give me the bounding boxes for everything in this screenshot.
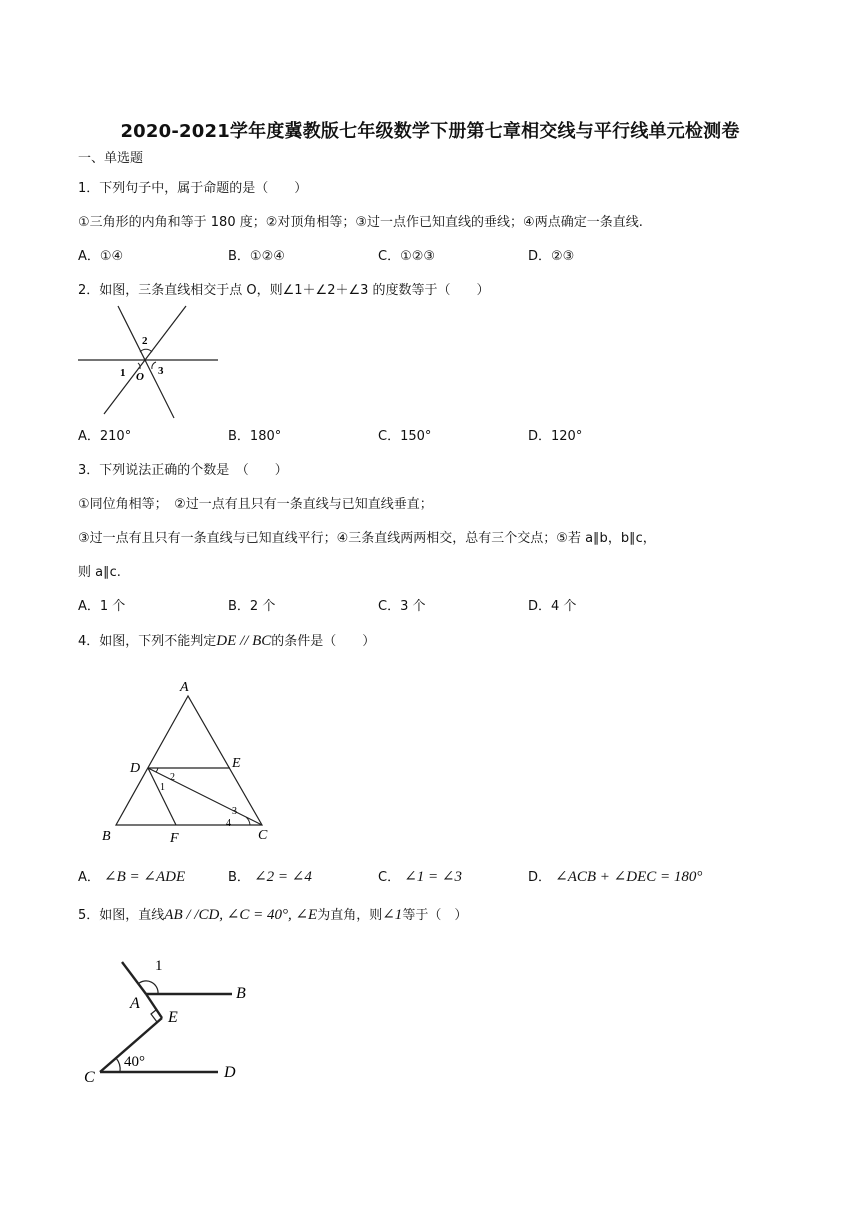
q4-stem-math: DE // BC <box>216 633 272 649</box>
q4-stem-prefix: 4．如图，下列不能判定 <box>78 634 217 649</box>
q4-option-b-math: ∠2 = ∠4 <box>254 869 312 885</box>
q5-label-a: A <box>130 995 140 1012</box>
q1-option-a[interactable]: A．①④ <box>78 249 124 264</box>
q2-label-1: 1 <box>120 367 126 379</box>
q4-label-f: F <box>170 831 179 846</box>
q2-option-a[interactable]: A．210° <box>78 429 132 444</box>
q5-stem-suffix: 为直角，则 <box>317 908 383 923</box>
q4-label-e: E <box>232 756 241 771</box>
q3-stem: 3．下列说法正确的个数是 （ ） <box>78 463 288 478</box>
q4-option-c-letter: C． <box>378 870 401 885</box>
q5-label-b: B <box>236 985 246 1002</box>
q4-label-a: A <box>180 680 189 695</box>
q5-label-c: C <box>84 1069 95 1086</box>
q4-option-d[interactable] <box>528 868 702 887</box>
q3-option-b[interactable]: B．2 个 <box>228 599 276 614</box>
page-title: 2020-2021学年度冀教版七年级数学下册第七章相交线与平行线单元检测卷 <box>120 121 740 142</box>
q3-option-a[interactable]: A．1 个 <box>78 599 126 614</box>
q2-label-o: O <box>136 371 144 383</box>
q5-label-40: 40° <box>124 1054 145 1070</box>
q3-line-1: ①同位角相等； ②过一点有且只有一条直线与已知直线垂直； <box>78 497 433 512</box>
q4-option-d-math: ∠ACB + ∠DEC = 180° <box>555 869 703 885</box>
q4-label-c: C <box>258 828 268 843</box>
q4-option-d-letter: D． <box>528 870 552 885</box>
q5-stem-math-2: ∠1 <box>382 907 403 923</box>
q2-option-b[interactable]: B．180° <box>228 429 282 444</box>
q4-label-1: 1 <box>160 782 165 793</box>
q4-label-b: B <box>102 829 111 844</box>
q5-stem-math-1: AB / /CD, ∠C = 40°, ∠E <box>164 907 318 923</box>
q5-label-1: 1 <box>155 958 163 974</box>
q4-stem-suffix: 的条件是（ ） <box>271 634 376 649</box>
q4-stem <box>78 632 375 651</box>
q4-option-a[interactable] <box>78 868 185 887</box>
q1-option-b[interactable]: B．①②④ <box>228 249 285 264</box>
q3-option-c[interactable]: C．3 个 <box>378 599 426 614</box>
q5-stem <box>78 906 467 925</box>
q1-option-d[interactable]: D．②③ <box>528 249 575 264</box>
q4-label-2: 2 <box>170 772 175 783</box>
q3-line-2: ③过一点有且只有一条直线与已知直线平行；④三条直线两两相交，总有三个交点；⑤若 a∥b，b∥c， <box>78 531 656 546</box>
q3-option-d[interactable]: D．4 个 <box>528 599 577 614</box>
q4-label-d: D <box>130 761 141 776</box>
q4-option-b-letter: B． <box>228 870 250 885</box>
q3-line-3: 则 a∥c. <box>78 565 121 580</box>
q4-option-a-math: ∠B = ∠ADE <box>104 869 186 885</box>
q5-stem-prefix: 5．如图，直线 <box>78 908 165 923</box>
q4-option-a-letter: A． <box>78 870 100 885</box>
q1-stem: 1．下列句子中，属于命题的是（ ） <box>78 181 308 196</box>
q5-label-e: E <box>168 1009 178 1026</box>
q4-option-c-math: ∠1 = ∠3 <box>404 869 462 885</box>
q4-label-4: 4 <box>226 818 231 829</box>
q2-option-c[interactable]: C．150° <box>378 429 432 444</box>
q2-figure <box>78 302 220 422</box>
q2-stem: 2．如图，三条直线相交于点 O，则∠1＋∠2＋∠3 的度数等于（ ） <box>78 283 490 298</box>
q4-option-c[interactable] <box>378 868 462 887</box>
q5-label-d: D <box>224 1064 236 1081</box>
q4-triangle-figure <box>96 672 286 852</box>
q5-stem-end: 等于（ ） <box>402 908 468 923</box>
q1-option-c[interactable]: C．①②③ <box>378 249 436 264</box>
section-heading: 一、单选题 <box>78 151 144 166</box>
q4-label-3: 3 <box>232 806 237 817</box>
q2-label-2: 2 <box>142 335 148 347</box>
q2-label-3: 3 <box>158 365 164 377</box>
q4-option-b[interactable] <box>228 868 312 887</box>
q1-statements: ①三角形的内角和等于 180 度；②对顶角相等；③过一点作已知直线的垂线；④两点确定一条直线. <box>78 215 643 230</box>
q5-figure <box>80 950 255 1090</box>
q2-option-d[interactable]: D．120° <box>528 429 583 444</box>
